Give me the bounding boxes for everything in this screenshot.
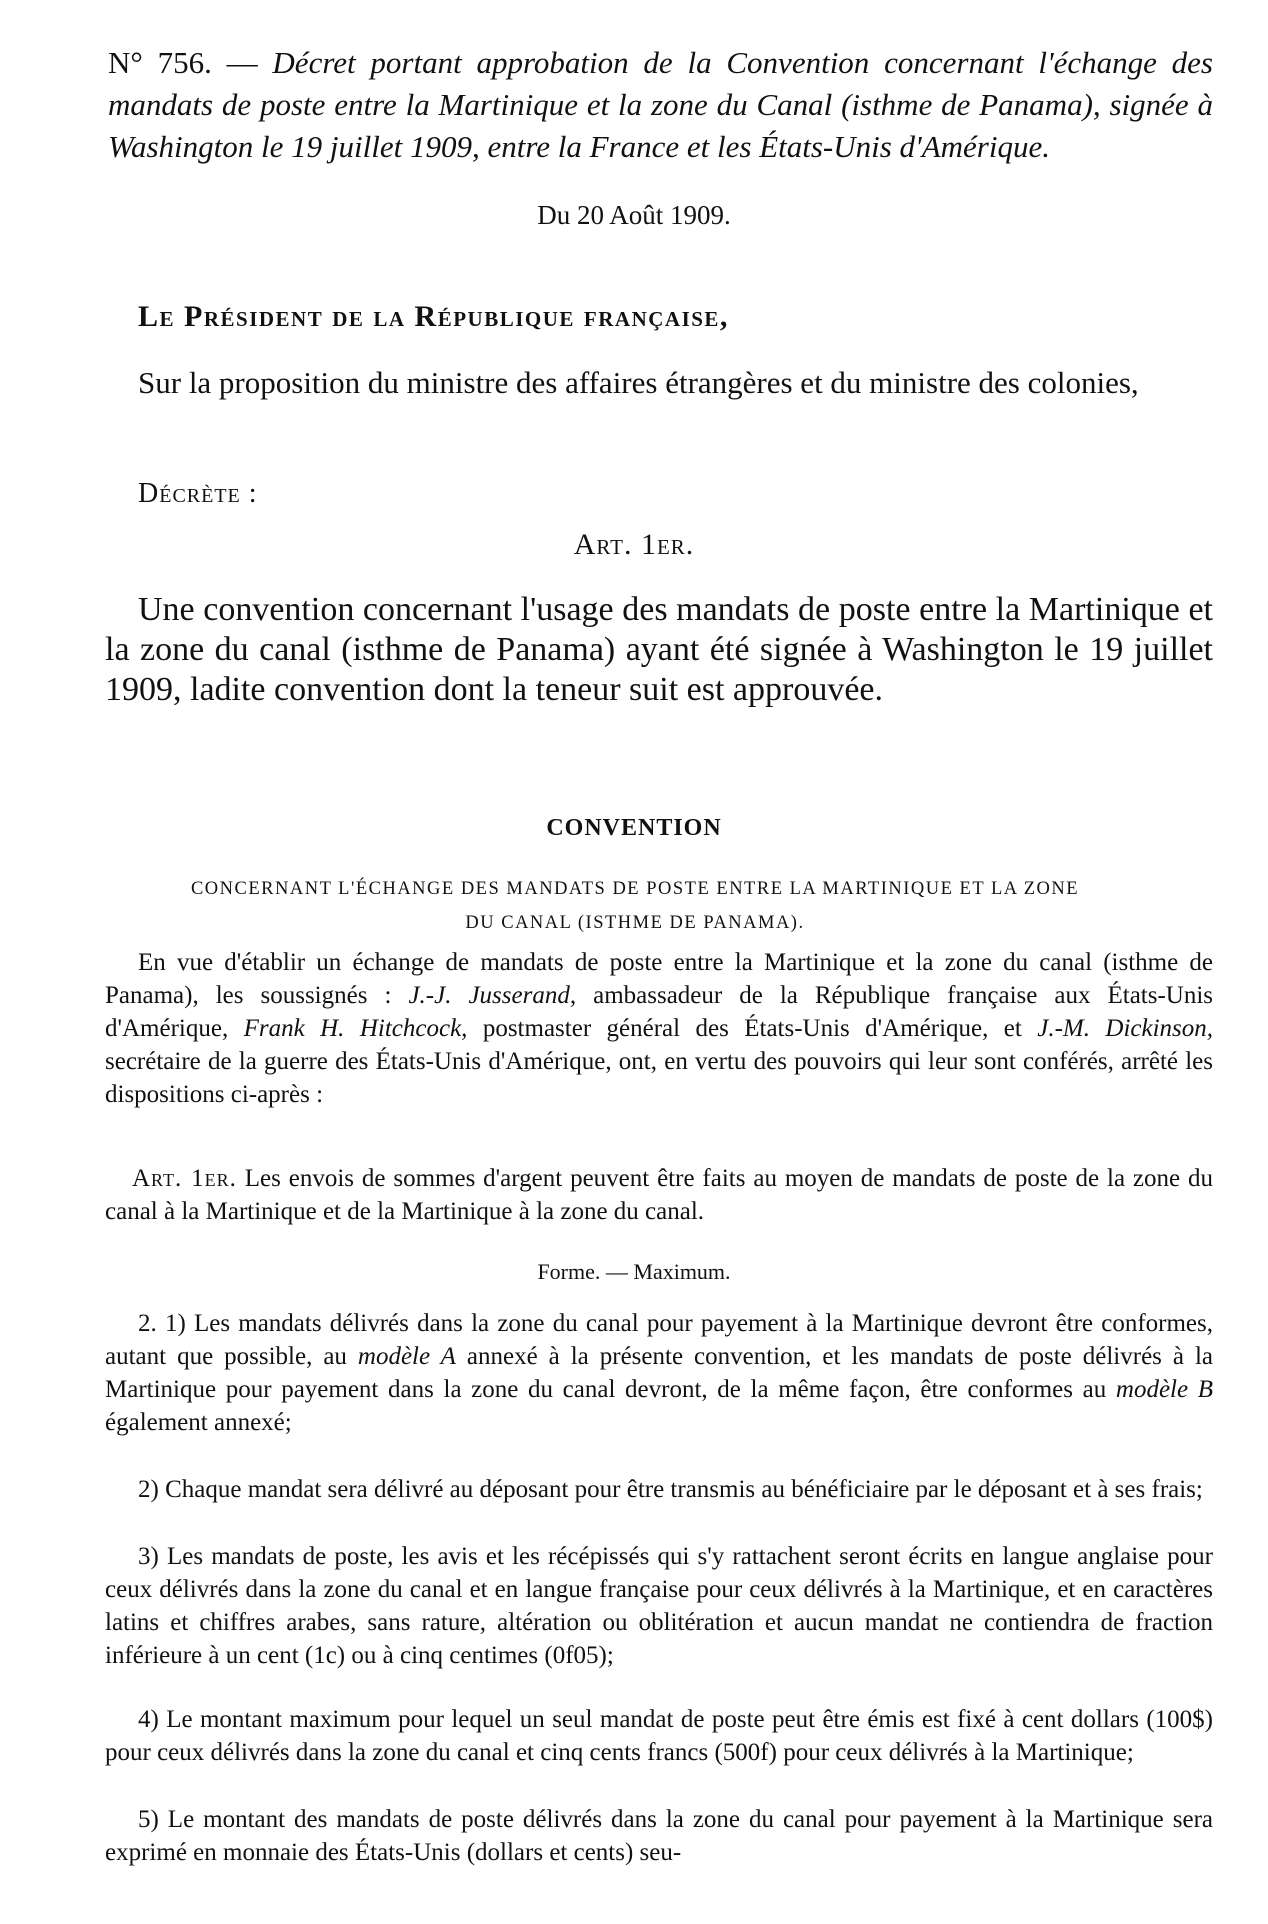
list-item: 2) Chaque mandat sera délivré au déposant pour être transmis au bénéficiaire par le déposant et à ses frais; xyxy=(138,1476,1203,1503)
signatory-hitchcock: Frank H. Hitchcock, xyxy=(243,1015,468,1042)
proposition-paragraph: Sur la proposition du ministre des affaires étrangères et du ministre des colonies, xyxy=(138,365,1139,400)
model-b-ref: modèle B xyxy=(1115,1376,1213,1403)
list-item: 4) Le montant maximum pour lequel un seul mandat de poste peut être émis est fixé à cent dollars (100$) pour ceux délivrés dans la zone du canal et cinq cents francs (500f) pour ceux délivrés à la Martinique; xyxy=(105,1706,1213,1766)
signatory-jusserand: J.-J. Jusserand, xyxy=(408,982,577,1009)
convention-subtitle: CONCERNANT L'ÉCHANGE DES MANDATS DE POSTE ENTRE LA MARTINIQUE ET LA ZONE DU CANAL (ISTHME DE PANAMA). xyxy=(190,879,1080,933)
convention-article-1-text: Les envois de sommes d'argent peuvent être faits au moyen de mandats de poste de la zone du canal à la Martinique et de la Martinique à la zone du canal. xyxy=(105,1165,1213,1225)
decree-title: Décret portant approbation de la Convention concernant l'échange des mandats de poste entre la Martinique et la zone du Canal (isthme de Panama), signée à Washington le 19 juillet 1909, entre la France et les États-Unis d'Amérique. xyxy=(108,45,1213,164)
president-heading: Le Président de la République française, xyxy=(138,300,729,333)
signatory-dickinson: J.-M. Dickinson, xyxy=(1037,1015,1214,1042)
model-a-ref: modèle A xyxy=(357,1343,456,1370)
article-1-heading: Art. 1er. xyxy=(573,528,695,561)
convention-title: CONVENTION xyxy=(546,815,722,841)
list-item: 5) Le montant des mandats de poste délivrés dans la zone du canal pour payement à la Martinique sera exprimé en monnaie des États-Unis (dollars et cents) seu- xyxy=(105,1806,1213,1866)
item-1-text-a: 2. 1) Les mandats délivrés dans la zone du canal pour payement à la Martinique devront être conformes, autant que possible, au xyxy=(105,1310,1213,1370)
convention-article-1 xyxy=(105,1162,1213,1228)
item-1-text-b: annexé à la présente convention, et les mandats de poste délivrés à la Martinique pour payement dans la zone du canal devront, de la même façon, être conformes au xyxy=(105,1343,1213,1403)
decree-header xyxy=(108,42,1213,168)
convention-preamble xyxy=(105,946,1213,1111)
preamble-text-1: En vue d'établir un échange de mandats de poste entre la Martinique et la zone du canal (isthme de Panama), les soussignés : xyxy=(105,949,1213,1009)
list-item: 3) Les mandats de poste, les avis et les récépissés qui s'y rattachent seront écrits en langue anglaise pour ceux délivrés dans la zone du canal et en langue française pour ceux délivrés à la Martinique, et en caractères latins et chiffres arabes, sans rature, altération ou oblitération et aucun mandat ne contiendra de fraction inférieure à un cent (1c) ou à cinq centimes (0f05); xyxy=(105,1543,1213,1669)
decree-date: Du 20 Août 1909. xyxy=(537,200,731,230)
preamble-text-2: ambassadeur de la République française aux États-Unis d'Amérique, xyxy=(105,982,1214,1042)
convention-article-1-label: Art. 1er. xyxy=(132,1165,237,1192)
preamble-text-3: postmaster général des États-Unis d'Amérique, et xyxy=(482,1015,1022,1042)
decrete-heading: Décrète : xyxy=(138,478,258,509)
preamble-text-4: secrétaire de la guerre des États-Unis d'Amérique, ont, en vertu des pouvoirs qui leur sont conférés, arrêté les dispositions ci-après : xyxy=(105,1048,1213,1108)
list-item xyxy=(105,1307,1213,1439)
section-heading-forme: Forme. — Maximum. xyxy=(537,1259,731,1284)
item-1-text-c: également annexé; xyxy=(105,1409,292,1436)
decree-number: N° 756. — xyxy=(108,45,258,80)
article-1-text: Une convention concernant l'usage des mandats de poste entre la Martinique et la zone du canal (isthme de Panama) ayant été signée à Washington le 19 juillet 1909, ladite convention dont la teneur suit est approuvée. xyxy=(105,591,1213,708)
